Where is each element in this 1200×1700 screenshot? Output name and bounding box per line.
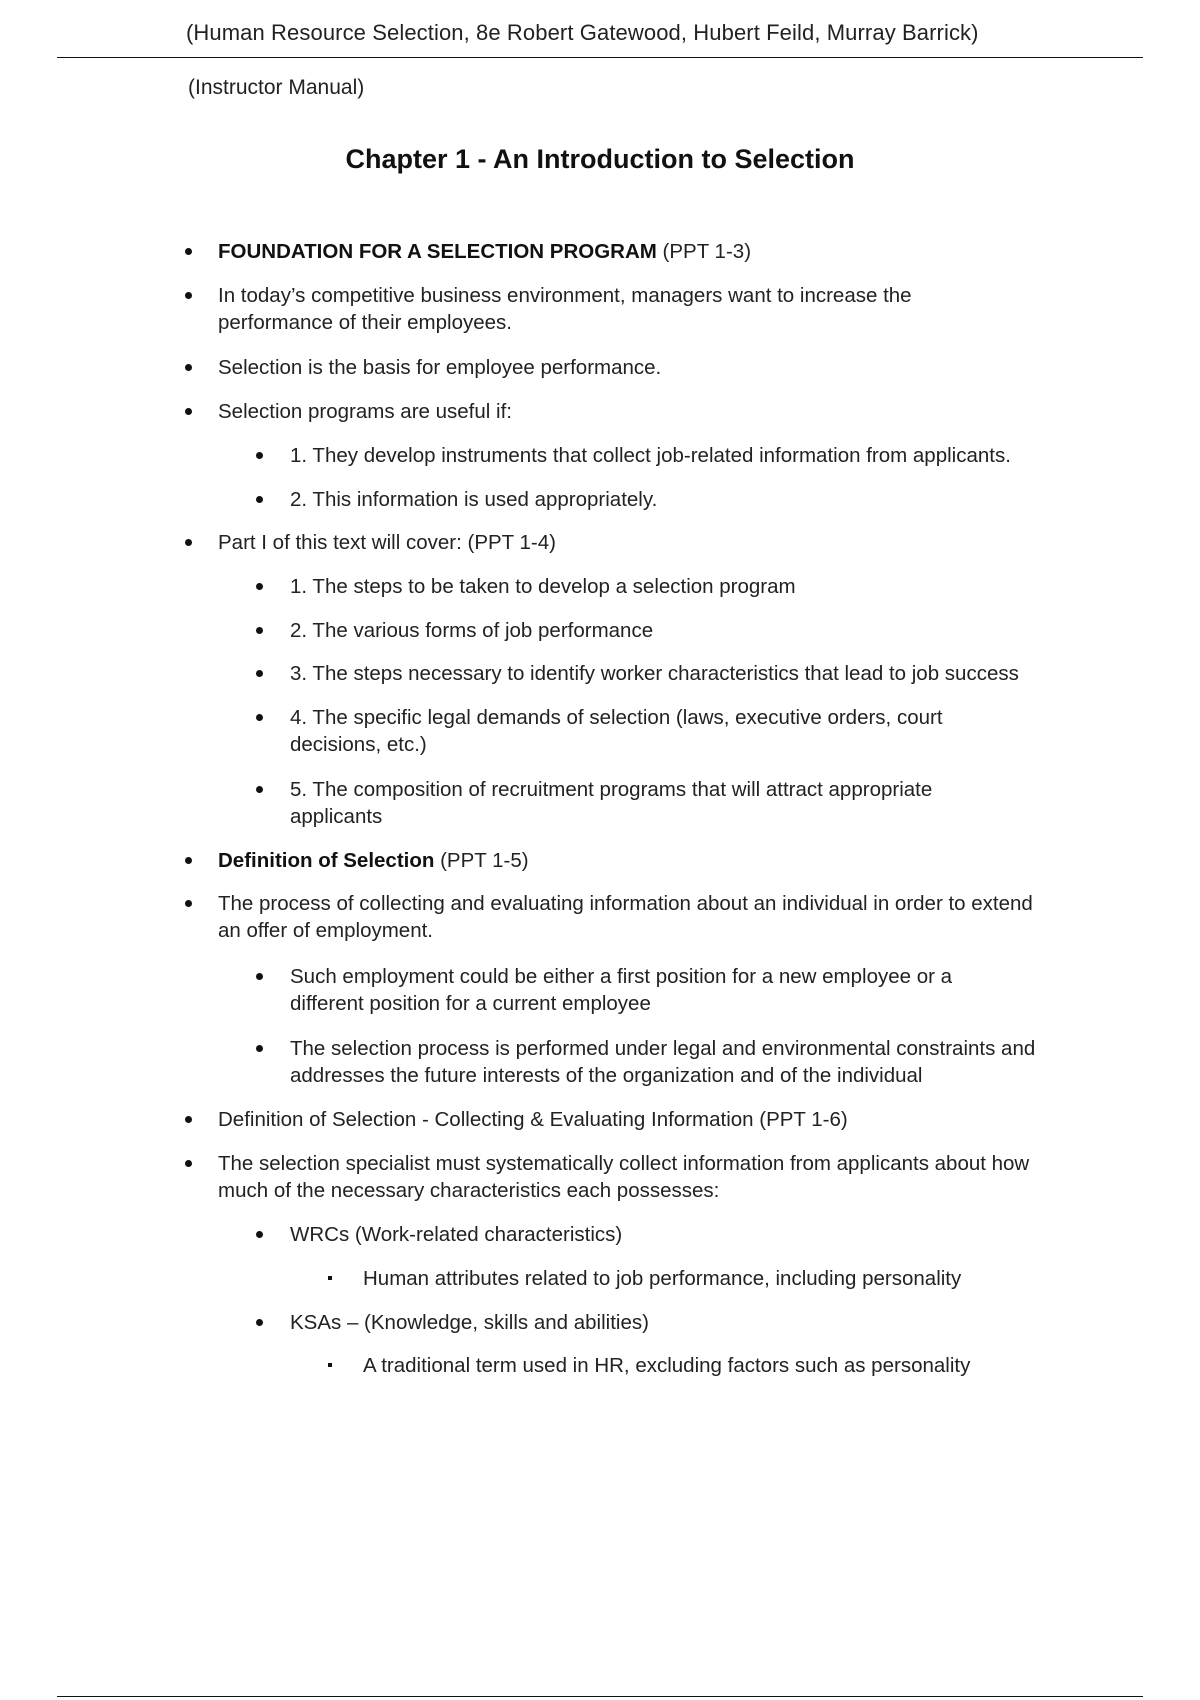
list-item: 2. The various forms of job performance <box>290 619 654 642</box>
bullet-icon <box>185 248 192 255</box>
bullet-icon <box>185 292 192 299</box>
bullet-icon <box>185 408 192 415</box>
list-item: 1. The steps to be taken to develop a selection program <box>290 575 796 598</box>
list-item: A traditional term used in HR, excluding factors such as personality <box>363 1354 971 1377</box>
bullet-icon <box>256 973 263 980</box>
list-item: The selection specialist must systematically collect information from applicants about how much of the necessary characteristics each possesses: <box>218 1152 1030 1202</box>
ppt-ref: (PPT 1-5) <box>434 849 529 872</box>
list-item: The selection process is performed under legal and environmental constraints and addresses the future interests of the organization and of the individual <box>290 1037 1036 1087</box>
bullet-icon <box>256 1231 263 1238</box>
bullet-icon <box>256 496 263 503</box>
bullet-icon <box>256 1045 263 1052</box>
list-item <box>218 238 1118 265</box>
list-item: Human attributes related to job performance, including personality <box>363 1267 962 1290</box>
bullet-icon <box>185 1160 192 1167</box>
square-bullet-icon <box>328 1276 332 1280</box>
list-item: KSAs – (Knowledge, skills and abilities) <box>290 1311 649 1334</box>
header-rule <box>57 57 1143 58</box>
bullet-icon <box>256 583 263 590</box>
square-bullet-icon <box>328 1363 332 1367</box>
list-item: Definition of Selection - Collecting & Evaluating Information (PPT 1-6) <box>218 1108 848 1131</box>
bullet-icon <box>256 670 263 677</box>
list-item: In today’s competitive business environment, managers want to increase the performance of their employees. <box>218 284 912 334</box>
list-item: 1. They develop instruments that collect job-related information from applicants. <box>290 444 1011 467</box>
list-item: 4. The specific legal demands of selection (laws, executive orders, court decisions, etc.) <box>290 706 943 756</box>
bullet-icon <box>256 786 263 793</box>
ppt-ref: (PPT 1-3) <box>656 240 752 263</box>
bullet-icon <box>185 539 192 546</box>
bullet-icon <box>256 452 263 459</box>
running-header: (Human Resource Selection, 8e Robert Gatewood, Hubert Feild, Murray Barrick) <box>186 20 979 45</box>
document-subtitle: (Instructor Manual) <box>188 76 365 99</box>
list-item: WRCs (Work-related characteristics) <box>290 1223 623 1246</box>
section-heading: FOUNDATION FOR A SELECTION PROGRAM <box>218 240 657 263</box>
bullet-icon <box>256 1319 263 1326</box>
list-item: 2. This information is used appropriately. <box>290 488 658 511</box>
list-item: 3. The steps necessary to identify worker characteristics that lead to job success <box>290 662 1019 685</box>
bullet-icon <box>185 364 192 371</box>
section-heading: Definition of Selection <box>218 849 435 872</box>
chapter-title: Chapter 1 - An Introduction to Selection <box>345 144 855 174</box>
list-item: 5. The composition of recruitment programs that will attract appropriate applicants <box>290 778 933 828</box>
footer-rule <box>57 1696 1143 1697</box>
list-item: The process of collecting and evaluating information about an individual in order to extend an offer of employment. <box>218 892 1033 942</box>
bullet-icon <box>256 627 263 634</box>
bullet-icon <box>185 900 192 907</box>
list-item: Selection is the basis for employee performance. <box>218 356 662 379</box>
list-item: Part I of this text will cover: (PPT 1-4) <box>218 531 556 554</box>
list-item: Such employment could be either a first position for a new employee or a different position for a current employee <box>290 965 953 1015</box>
bullet-icon <box>185 1116 192 1123</box>
list-item <box>218 847 1118 874</box>
bullet-icon <box>256 714 263 721</box>
bullet-icon <box>185 857 192 864</box>
list-item: Selection programs are useful if: <box>218 400 512 423</box>
